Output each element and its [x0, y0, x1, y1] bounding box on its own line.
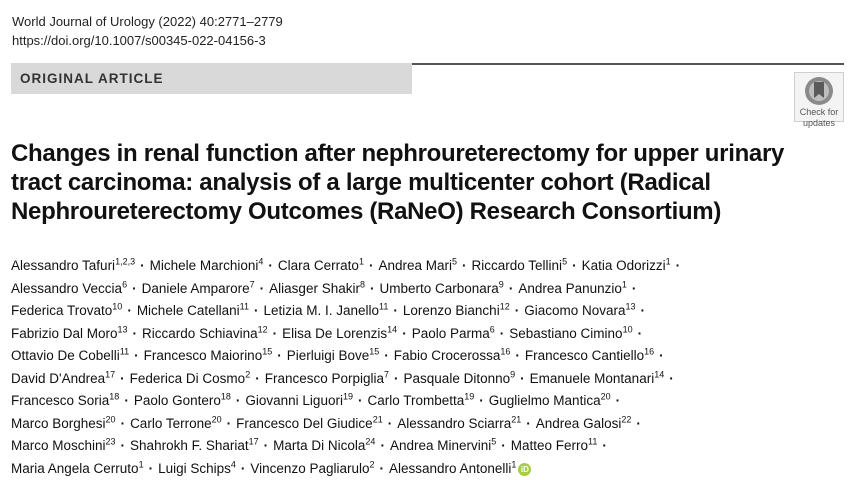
- affiliation-superscript: 20: [106, 414, 116, 424]
- author-name[interactable]: [412, 326, 495, 341]
- affiliation-superscript: 11: [120, 347, 129, 357]
- author-name[interactable]: [130, 416, 222, 431]
- author-name-text: Lorenzo Bianchi: [403, 303, 500, 318]
- affiliation-superscript: 9: [499, 279, 504, 289]
- author-name-text: Maria Angela Cerruto: [11, 461, 139, 476]
- affiliation-superscript: 17: [105, 369, 115, 379]
- author-separator: ·: [394, 371, 399, 386]
- author-name-text: Emanuele Montanari: [530, 371, 655, 386]
- affiliation-superscript: 10: [623, 324, 633, 334]
- affiliation-superscript: 15: [369, 347, 379, 357]
- author-name-text: Giacomo Novara: [524, 303, 625, 318]
- author-line: [11, 413, 846, 436]
- affiliation-superscript: 5: [491, 437, 496, 447]
- author-name[interactable]: [472, 258, 568, 273]
- author-line: [11, 323, 846, 346]
- author-name-text: Vincenzo Pagliarulo: [250, 461, 369, 476]
- author-name[interactable]: [390, 438, 496, 453]
- author-name[interactable]: [282, 326, 397, 341]
- author-line: [11, 390, 846, 413]
- author-name-text: Luigi Schips: [158, 461, 231, 476]
- affiliation-superscript: 21: [511, 414, 521, 424]
- author-line: [11, 458, 846, 480]
- affiliation-superscript: 17: [249, 437, 259, 447]
- author-name-text: Federica Trovato: [11, 303, 112, 318]
- author-name[interactable]: [142, 326, 268, 341]
- author-name-text: Carlo Terrone: [130, 416, 212, 431]
- author-separator: ·: [241, 461, 246, 476]
- affiliation-superscript: 19: [464, 392, 474, 402]
- affiliation-superscript: 7: [250, 279, 255, 289]
- author-name-text: Elisa De Lorenzis: [282, 326, 387, 341]
- author-name[interactable]: [379, 281, 503, 296]
- author-separator: ·: [462, 258, 467, 273]
- author-separator: ·: [236, 393, 241, 408]
- author-name-text: Umberto Carbonara: [379, 281, 498, 296]
- author-name[interactable]: [130, 438, 259, 453]
- author-separator: ·: [134, 348, 139, 363]
- author-name-text: Ottavio De Cobelli: [11, 348, 120, 363]
- author-name-text: Aliasger Shakir: [269, 281, 360, 296]
- author-name[interactable]: [11, 416, 116, 431]
- article-type-band: [11, 63, 412, 94]
- author-name-text: Carlo Trombetta: [367, 393, 464, 408]
- author-name[interactable]: [525, 348, 654, 363]
- author-name-text: Alessandro Veccia: [11, 281, 122, 296]
- author-name[interactable]: [367, 393, 474, 408]
- author-name-text: Marco Moschini: [11, 438, 106, 453]
- affiliation-superscript: 10: [112, 302, 122, 312]
- author-separator: ·: [676, 258, 681, 273]
- affiliation-superscript: 16: [644, 347, 654, 357]
- author-separator: ·: [632, 281, 637, 296]
- affiliation-superscript: 12: [500, 302, 510, 312]
- author-line: [11, 255, 846, 278]
- author-separator: ·: [515, 348, 520, 363]
- author-name-text: Shahrokh F. Shariat: [130, 438, 249, 453]
- affiliation-superscript: 4: [231, 459, 236, 469]
- author-name-text: Francesco Soria: [11, 393, 109, 408]
- affiliation-superscript: 16: [500, 347, 510, 357]
- author-name[interactable]: [265, 371, 389, 386]
- author-separator: ·: [127, 303, 132, 318]
- affiliation-superscript: 2: [370, 459, 375, 469]
- header-rule: [412, 63, 844, 65]
- affiliation-superscript: 11: [240, 302, 249, 312]
- author-name-text: Pierluigi Bove: [287, 348, 370, 363]
- affiliation-superscript: 2: [245, 369, 250, 379]
- affiliation-superscript: 1: [139, 459, 144, 469]
- author-name[interactable]: [536, 416, 632, 431]
- author-name[interactable]: [273, 438, 375, 453]
- author-name[interactable]: [582, 258, 671, 273]
- author-separator: ·: [140, 258, 145, 273]
- author-name-text: Michele Catellani: [137, 303, 240, 318]
- author-name-text: Andrea Mari: [378, 258, 452, 273]
- author-name[interactable]: [269, 281, 365, 296]
- author-line: [11, 368, 846, 391]
- author-name[interactable]: [142, 281, 255, 296]
- author-name-text: Paolo Parma: [412, 326, 490, 341]
- author-separator: ·: [120, 371, 125, 386]
- affiliation-superscript: 15: [262, 347, 272, 357]
- author-name-text: Pasquale Ditonno: [404, 371, 511, 386]
- author-name[interactable]: [11, 348, 129, 363]
- affiliation-superscript: 14: [387, 324, 397, 334]
- author-separator: ·: [638, 326, 643, 341]
- author-separator: ·: [602, 438, 607, 453]
- author-name[interactable]: [11, 303, 122, 318]
- author-separator: ·: [254, 303, 259, 318]
- author-name-text: Marco Borghesi: [11, 416, 106, 431]
- author-name[interactable]: [511, 438, 598, 453]
- affiliation-superscript: 20: [212, 414, 222, 424]
- author-separator: ·: [479, 393, 484, 408]
- author-separator: ·: [227, 416, 232, 431]
- author-name[interactable]: [394, 348, 511, 363]
- author-name[interactable]: [397, 416, 521, 431]
- affiliation-superscript: 11: [379, 302, 388, 312]
- author-name[interactable]: [137, 303, 249, 318]
- author-separator: ·: [273, 326, 278, 341]
- author-name-text: Daniele Amparore: [142, 281, 250, 296]
- author-name[interactable]: [278, 258, 364, 273]
- author-separator: ·: [515, 303, 520, 318]
- author-name[interactable]: [11, 281, 127, 296]
- check-for-updates-line2: updates: [795, 118, 843, 128]
- author-line: [11, 300, 846, 323]
- author-separator: ·: [402, 326, 407, 341]
- author-name-text: Michele Marchioni: [150, 258, 259, 273]
- affiliation-superscript: 12: [258, 324, 268, 334]
- title-line: Changes in renal function after nephroureterectomy for upper urinary: [11, 140, 784, 167]
- author-separator: ·: [369, 258, 374, 273]
- author-separator: ·: [268, 258, 273, 273]
- author-separator: ·: [659, 348, 664, 363]
- article-type-label: ORIGINAL ARTICLE: [20, 71, 164, 86]
- author-name-text: Francesco Porpiglia: [265, 371, 384, 386]
- author-name-text: Matteo Ferro: [511, 438, 588, 453]
- author-name[interactable]: [134, 393, 231, 408]
- author-separator: ·: [370, 281, 375, 296]
- author-name-text: Federica Di Cosmo: [130, 371, 246, 386]
- affiliation-superscript: 5: [562, 257, 567, 267]
- author-name[interactable]: [489, 393, 611, 408]
- author-separator: ·: [132, 281, 137, 296]
- affiliation-superscript: 13: [626, 302, 636, 312]
- affiliation-superscript: 1: [511, 459, 516, 469]
- author-name[interactable]: [524, 303, 635, 318]
- author-line: [11, 345, 846, 368]
- author-separator: ·: [669, 371, 674, 386]
- title-line: Nephroureterectomy Outcomes (RaNeO) Research Consortium): [11, 198, 721, 225]
- author-separator: ·: [641, 303, 646, 318]
- affiliation-superscript: 9: [510, 369, 515, 379]
- affiliation-superscript: 20: [601, 392, 611, 402]
- author-separator: ·: [124, 393, 129, 408]
- affiliation-superscript: 1,2,3: [115, 257, 135, 267]
- author-name-text: Letizia M. I. Janello: [263, 303, 379, 318]
- author-separator: ·: [509, 281, 514, 296]
- author-name-text: David D'Andrea: [11, 371, 105, 386]
- affiliation-superscript: 23: [106, 437, 116, 447]
- author-name-text: Alessandro Tafuri: [11, 258, 115, 273]
- author-separator: ·: [380, 461, 385, 476]
- author-separator: ·: [277, 348, 282, 363]
- author-name-text: Marta Di Nicola: [273, 438, 365, 453]
- affiliation-superscript: 7: [384, 369, 389, 379]
- author-name[interactable]: [287, 348, 380, 363]
- author-name-text: Riccardo Schiavina: [142, 326, 258, 341]
- author-name[interactable]: [518, 281, 627, 296]
- affiliation-superscript: 6: [122, 279, 127, 289]
- check-for-updates-badge[interactable]: [794, 72, 844, 122]
- author-name[interactable]: [263, 303, 388, 318]
- author-name-text: Fabio Crocerossa: [394, 348, 501, 363]
- affiliation-superscript: 13: [118, 324, 128, 334]
- author-name[interactable]: [250, 461, 374, 476]
- author-name-text: Andrea Galosi: [536, 416, 622, 431]
- affiliation-superscript: 1: [622, 279, 627, 289]
- author-name-text: Guglielmo Mantica: [489, 393, 601, 408]
- author-separator: ·: [526, 416, 531, 431]
- author-name[interactable]: [11, 393, 119, 408]
- author-separator: ·: [384, 348, 389, 363]
- journal-citation: World Journal of Urology (2022) 40:2771–2779: [12, 12, 283, 31]
- orcid-icon[interactable]: iD: [518, 463, 531, 476]
- bookmark-check-icon: [804, 76, 834, 106]
- author-separator: ·: [358, 393, 363, 408]
- affiliation-superscript: 21: [373, 414, 383, 424]
- author-line: [11, 278, 846, 301]
- author-name-text: Alessandro Antonelli: [389, 461, 511, 476]
- author-separator: ·: [636, 416, 641, 431]
- doi-link[interactable]: https://doi.org/10.1007/s00345-022-04156-3: [12, 31, 283, 50]
- affiliation-superscript: 1: [359, 257, 364, 267]
- affiliation-superscript: 22: [621, 414, 631, 424]
- author-name-text: Paolo Gontero: [134, 393, 221, 408]
- author-separator: ·: [255, 371, 260, 386]
- affiliation-superscript: 8: [360, 279, 365, 289]
- author-list: [11, 255, 846, 480]
- check-for-updates-line1: Check for: [795, 107, 843, 117]
- author-separator: ·: [520, 371, 525, 386]
- author-name[interactable]: [150, 258, 264, 273]
- author-name[interactable]: [144, 348, 273, 363]
- author-separator: ·: [388, 416, 393, 431]
- author-separator: ·: [133, 326, 138, 341]
- author-name[interactable]: [11, 461, 144, 476]
- author-name[interactable]: [11, 258, 135, 273]
- author-name[interactable]: [245, 393, 353, 408]
- author-name-text: Riccardo Tellini: [472, 258, 563, 273]
- author-name-text: Clara Cerrato: [278, 258, 359, 273]
- author-separator: ·: [121, 416, 126, 431]
- article-title: [11, 139, 811, 226]
- author-name[interactable]: [236, 416, 383, 431]
- author-name-text: Katia Odorizzi: [582, 258, 666, 273]
- author-separator: ·: [121, 438, 126, 453]
- author-line: [11, 435, 846, 458]
- author-separator: ·: [380, 438, 385, 453]
- author-name-text: Fabrizio Dal Moro: [11, 326, 118, 341]
- affiliation-superscript: 11: [588, 437, 597, 447]
- author-name[interactable]: [11, 326, 128, 341]
- author-name-text: Francesco Cantiello: [525, 348, 644, 363]
- author-name[interactable]: [378, 258, 457, 273]
- affiliation-superscript: 4: [258, 257, 263, 267]
- author-separator: ·: [616, 393, 621, 408]
- author-name[interactable]: [11, 371, 115, 386]
- author-name[interactable]: [130, 371, 251, 386]
- author-name[interactable]: [509, 326, 632, 341]
- author-name[interactable]: [158, 461, 236, 476]
- affiliation-superscript: 18: [221, 392, 231, 402]
- affiliation-superscript: 19: [343, 392, 353, 402]
- author-separator: ·: [501, 438, 506, 453]
- author-name-text: Alessandro Sciarra: [397, 416, 511, 431]
- title-line: tract carcinoma: analysis of a large multicenter cohort (Radical: [11, 169, 711, 196]
- author-name-text: Andrea Panunzio: [518, 281, 622, 296]
- author-name[interactable]: [403, 303, 510, 318]
- author-name-text: Sebastiano Cimino: [509, 326, 622, 341]
- author-name-text: Francesco Del Giudice: [236, 416, 373, 431]
- author-separator: ·: [260, 281, 265, 296]
- author-separator: ·: [393, 303, 398, 318]
- journal-header: [12, 12, 283, 50]
- author-separator: ·: [264, 438, 269, 453]
- affiliation-superscript: 6: [490, 324, 495, 334]
- author-name[interactable]: [11, 438, 116, 453]
- author-separator: ·: [149, 461, 154, 476]
- author-name[interactable]: [530, 371, 665, 386]
- author-name[interactable]: [404, 371, 516, 386]
- author-name-text: Giovanni Liguori: [245, 393, 343, 408]
- affiliation-superscript: 5: [452, 257, 457, 267]
- author-name[interactable]: [389, 461, 516, 476]
- affiliation-superscript: 14: [654, 369, 664, 379]
- affiliation-superscript: 18: [109, 392, 119, 402]
- affiliation-superscript: 24: [365, 437, 375, 447]
- author-name-text: Francesco Maiorino: [144, 348, 263, 363]
- author-name-text: Andrea Minervini: [390, 438, 491, 453]
- author-separator: ·: [572, 258, 577, 273]
- author-separator: ·: [500, 326, 505, 341]
- affiliation-superscript: 1: [666, 257, 671, 267]
